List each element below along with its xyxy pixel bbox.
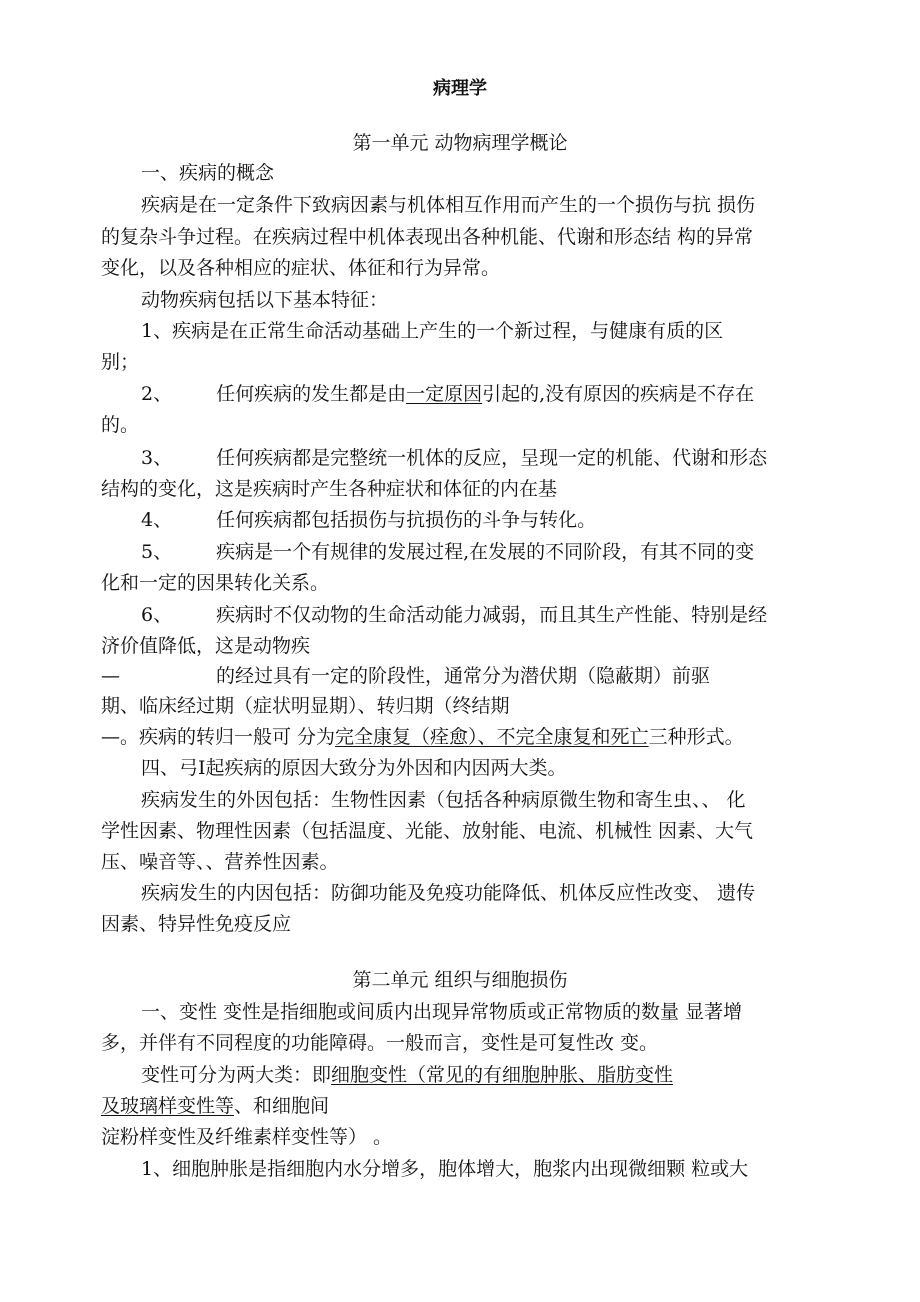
feature-item-2	[141, 382, 754, 406]
item-text: 引起的,没有原因的疾病是不存在	[482, 383, 755, 405]
item-number: 4、	[141, 509, 173, 531]
item-text: 疾病是一个有规律的发展过程,在发展的不同阶段，有其不同的变	[216, 541, 755, 563]
feature-item-6	[141, 603, 767, 627]
item-text: 任何疾病都是完整统一机体的反应，呈现一定的机能、代谢和形态	[216, 447, 768, 469]
item-number: 2、	[141, 383, 173, 405]
feature-item-3-cont: 结构的变化，这是疾病时产生各种症状和体征的内在基	[101, 478, 558, 500]
external-causes-line: 学性因素、物理性因素（包括温度、光能、放射能、电流、机械性 因素、大气	[101, 820, 754, 842]
item-text: 任何疾病都包括损伤与抗损伤的斗争与转化。	[216, 509, 597, 531]
underlined-text: 细胞变性（常见的有细胞肿胀、脂肪变性	[331, 1064, 674, 1086]
course-line: 的经过具有一定的阶段性，通常分为潜伏期（隐蔽期）前驱	[216, 665, 711, 687]
section4-line: 四、弓I起疾病的原因大致分为外因和内因两大类。	[141, 757, 567, 779]
classification-line	[141, 1063, 673, 1087]
outcome-line	[101, 725, 744, 749]
item-text: 任何疾病的发生都是由	[216, 383, 407, 405]
internal-causes-line: 疾病发生的内因包括：防御功能及免疫功能降低、机体反应性改变、 遗传	[141, 882, 756, 904]
feature-item-5	[141, 540, 754, 564]
classification-text: 变性可分为两大类：即	[141, 1064, 332, 1086]
item-number: 6、	[141, 604, 173, 626]
feature-item-3	[141, 446, 767, 470]
paragraph-line: 的复杂斗争过程。在疾病过程中机体表现出各种机能、代谢和形态结 构的异常	[101, 226, 754, 248]
unit1-heading: 第一单元 动物病理学概论	[352, 132, 568, 154]
feature-item-1: 1、疾病是在正常生命活动基础上产生的一个新过程，与健康有质的区	[141, 320, 724, 342]
section1-title: 一、疾病的概念	[141, 162, 275, 184]
underlined-text: 完全康复（痊愈）、不完全康复和死亡	[335, 726, 649, 748]
document-title: 病理学	[433, 78, 487, 99]
paragraph-line: 动物疾病包括以下基本特征：	[141, 289, 389, 311]
classification-line	[101, 1094, 329, 1118]
course-line: 期、临床经过期（症状明显期）、转归期（终结期	[101, 695, 510, 717]
feature-item-2-cont: 的。	[101, 414, 140, 436]
feature-item-5-cont: 化和一定的因果转化关系。	[101, 572, 330, 594]
course-line-dash: —	[101, 665, 120, 687]
internal-causes-line: 因素、特异性免疫反应	[101, 913, 292, 935]
item-number: 3、	[141, 447, 173, 469]
cell-swelling-line: 1、细胞肿胀是指细胞内水分增多，胞体增大，胞浆内出现微细颗 粒或大	[141, 1158, 749, 1180]
paragraph-line: 变化，以及各种相应的症状、体征和行为异常。	[101, 257, 501, 279]
feature-item-1-cont: 别；	[101, 351, 140, 373]
external-causes-line: 压、噪音等、、营养性因素。	[101, 851, 339, 873]
underlined-text: 及玻璃样变性等	[101, 1095, 235, 1117]
classification-line: 淀粉样变性及纤维素样变性等） 。	[101, 1126, 393, 1148]
outcome-text: —。疾病的转归一般可 分为	[101, 726, 336, 748]
feature-item-6-cont: 济价值降低，这是动物疾	[101, 635, 311, 657]
unit2-heading: 第二单元 组织与细胞损伤	[352, 969, 568, 991]
external-causes-line: 疾病发生的外因包括：生物性因素（包括各种病原微生物和寄生虫、、 化	[141, 789, 746, 811]
degeneration-line: 一、变性 变性是指细胞或间质内出现异常物质或正常物质的数量 显著增	[141, 1001, 743, 1023]
paragraph-line: 疾病是在一定条件下致病因素与机体相互作用而产生的一个损伤与抗 损伤	[141, 194, 756, 216]
outcome-text: 三种形式。	[648, 726, 744, 748]
degeneration-line: 多，并伴有不同程度的功能障碍。一般而言，变性是可复性改 变。	[101, 1032, 659, 1054]
underlined-text: 一定原因	[406, 383, 483, 405]
item-text: 疾病时不仅动物的生命活动能力减弱，而且其生产性能、特别是经	[216, 604, 768, 626]
feature-item-4	[141, 508, 596, 532]
classification-text: 、和细胞间	[234, 1095, 330, 1117]
item-number: 5、	[141, 541, 173, 563]
